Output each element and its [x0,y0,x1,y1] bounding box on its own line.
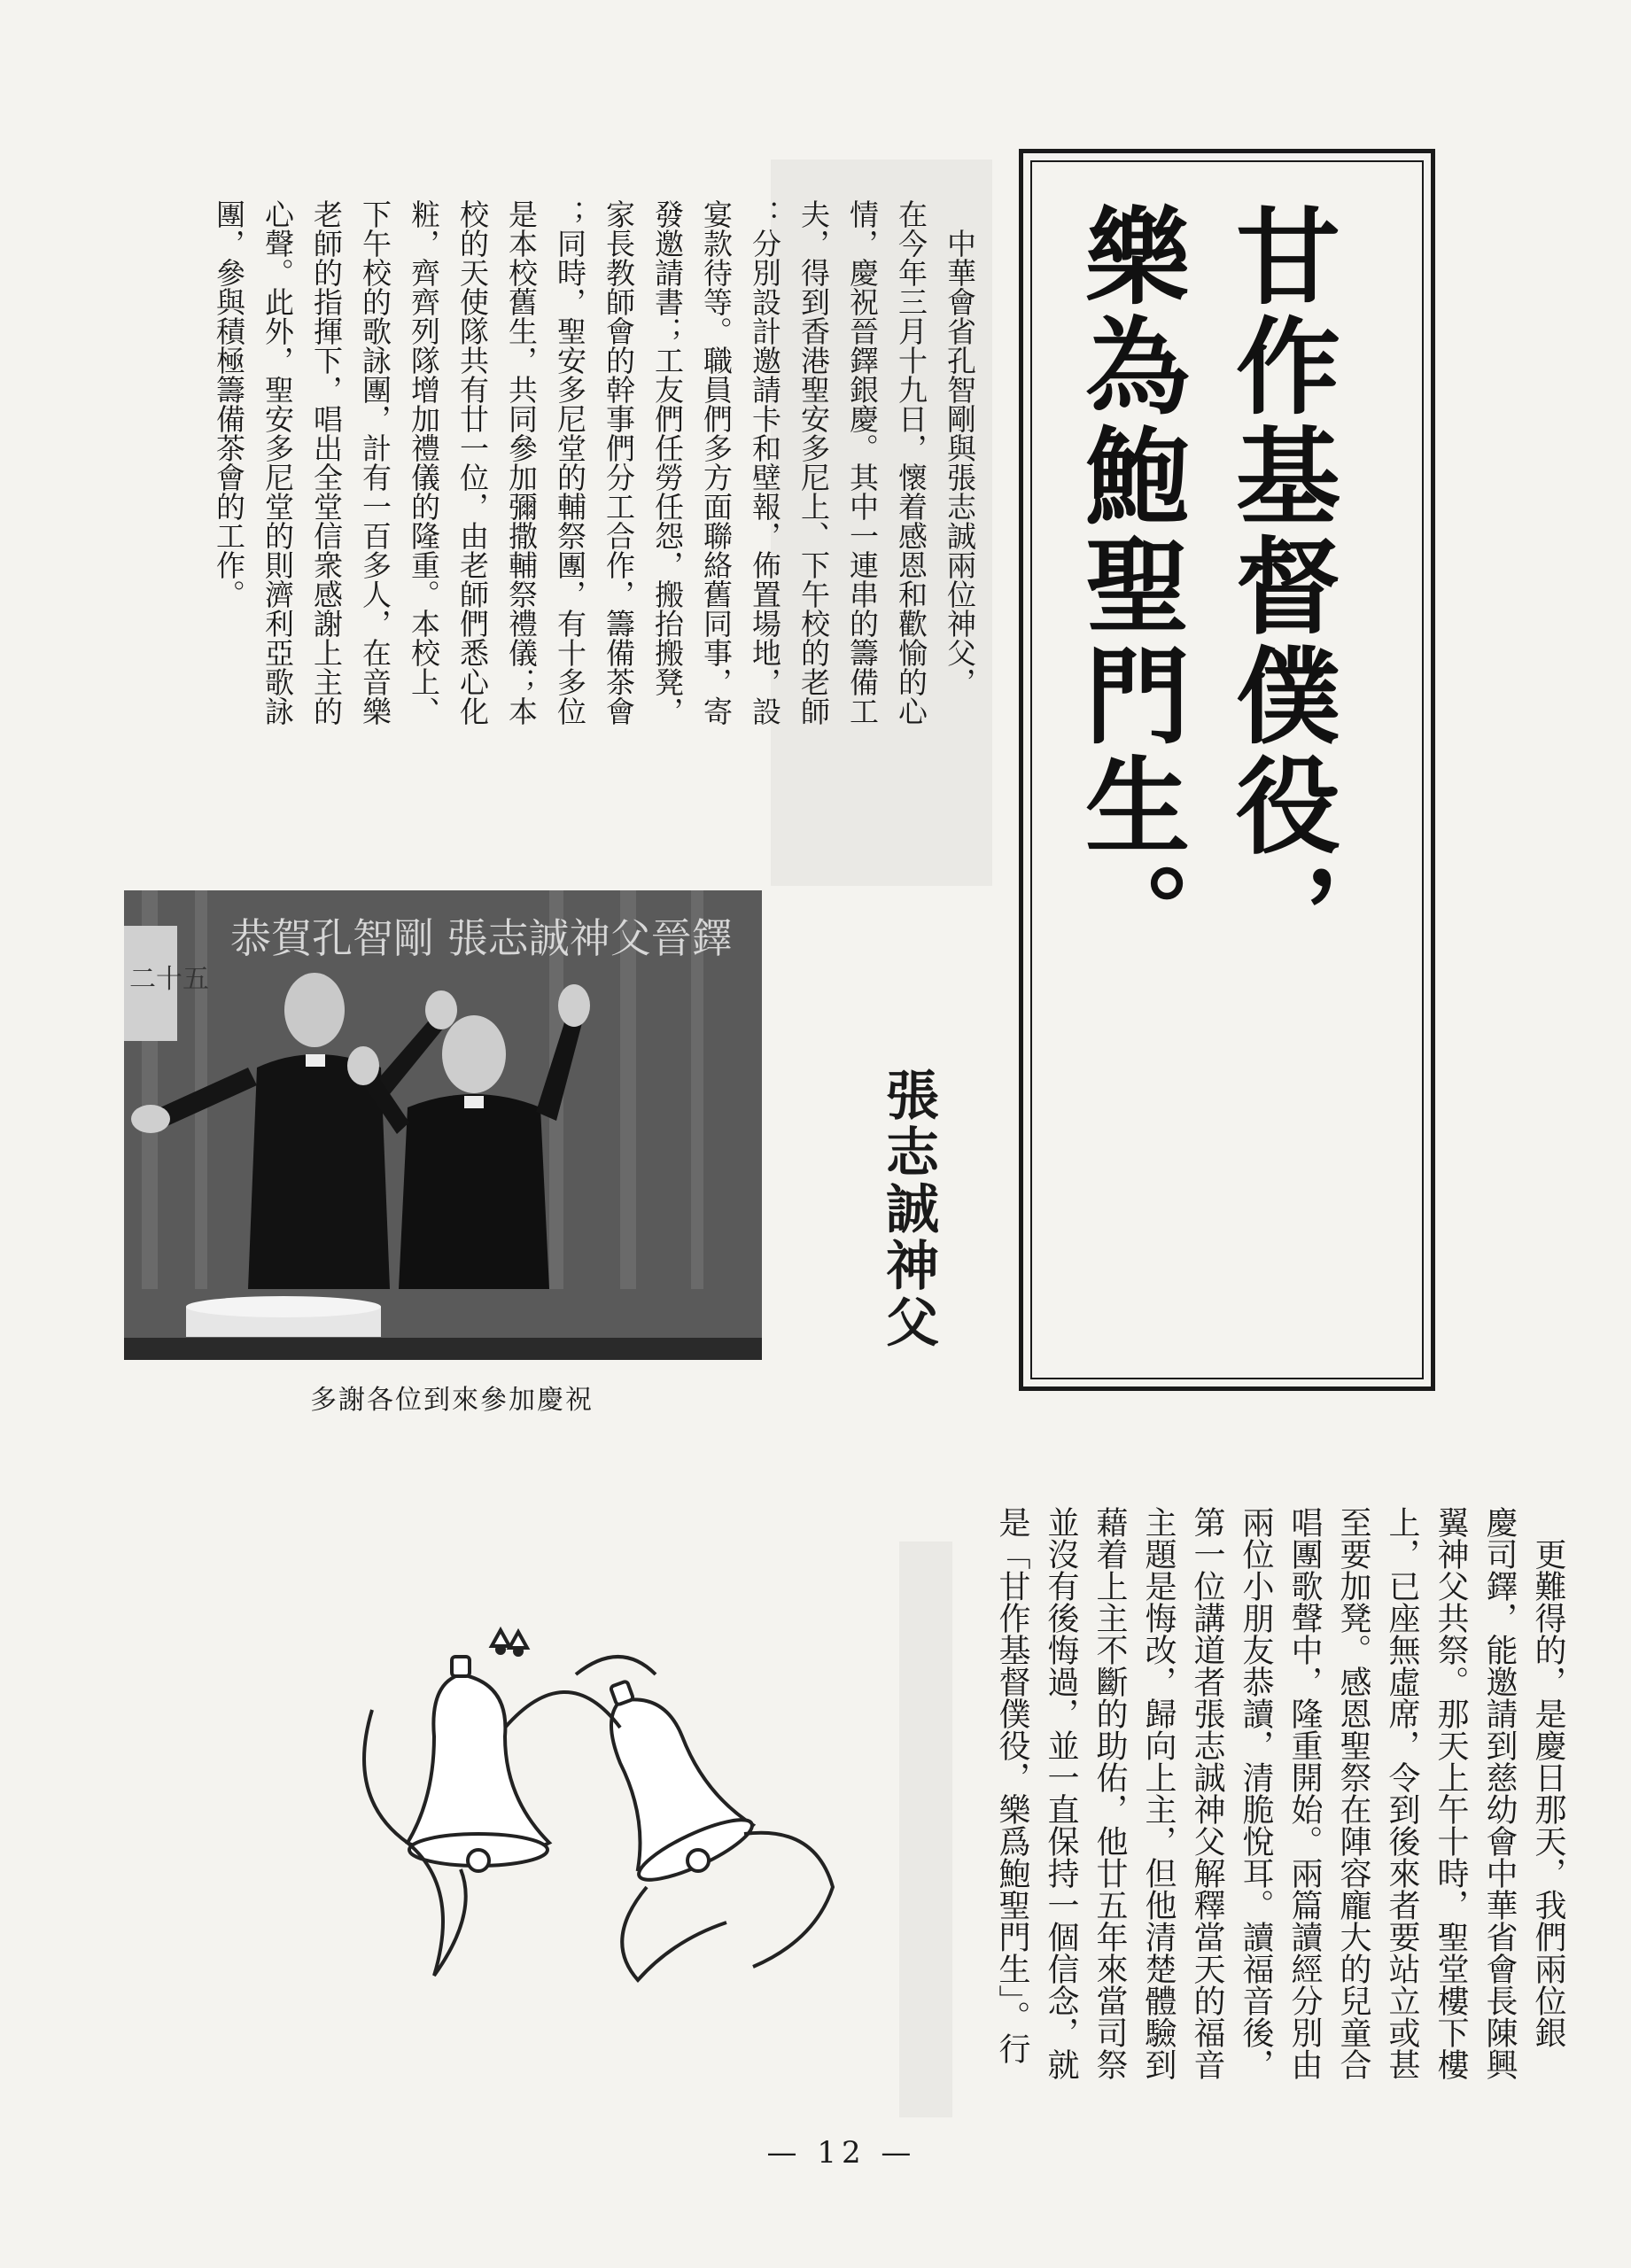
page-number: — 12 — [766,2135,917,2171]
left-article-column-4: 夫，得到香港聖安多尼上、下午校的老師 [796,199,831,726]
right-article-column-3: 翼神父共祭。那天上午十時，聖堂樓下樓 [1433,1506,1469,2080]
left-article-column-16: 團，參與積極籌備茶會的工作。 [212,199,246,609]
right-article-column-5: 至要加凳。感恩聖祭在陣容龐大的兒童合 [1335,1506,1371,2080]
right-article-column-10: 藉着上主不斷的助佑，他廿五年來當司祭 [1091,1506,1128,2080]
right-article-column-1: 更難得的，是慶日那天，我們兩位銀 [1530,1506,1566,2048]
headline-box [1019,149,1435,1391]
right-article-column-4: 上，已座無虛席，令到後來者要站立或甚 [1384,1506,1420,2080]
left-article-column-6: 宴款待等。職員們多方面聯絡舊同事，寄 [699,199,734,726]
left-article-column-14: 老師的指揮下，唱出全堂信衆感謝上主的 [309,199,344,726]
celebration-photo [124,890,762,1360]
left-article-column-5: ：分別設計邀請卡和壁報，佈置場地，設 [748,199,782,726]
left-article-column-1: 中華會省孔智剛與張志誠兩位神父， [943,199,977,696]
right-article-column-6: 唱團歌聲中，隆重開始。兩篇讀經分別由 [1286,1506,1323,2080]
left-article-column-15: 心聲。此外，聖安多尼堂的則濟利亞歌詠 [260,199,295,726]
left-article-column-10: 是本校舊生，共同參加彌撒輔祭禮儀；本 [504,199,539,726]
left-article-column-3: 情，慶祝晉鐸銀慶。其中一連串的籌備工 [845,199,880,726]
photo-caption: 多謝各位到來參加慶祝 [310,1385,594,1416]
left-article-column-7: 發邀請書；工友們任勞任怨，搬抬搬凳， [650,199,685,726]
left-article-column-11: 校的天使隊共有廿一位，由老師們悉心化 [455,199,490,726]
headline-line-2: 樂為鮑聖門生。 [1068,202,1190,971]
right-article-column-7: 兩位小朋友恭讀，清脆悅耳。讀福音後， [1238,1506,1274,2080]
left-article-column-12: 粧，齊齊列隊增加禮儀的隆重。本校上、 [407,199,441,726]
bells-illustration [354,1621,850,1984]
right-article-column-2: 慶司鐸，能邀請到慈幼會中華省會長陳興 [1481,1506,1518,2080]
left-article-column-13: 下午校的歌詠團，計有一百多人，在音樂 [358,199,392,726]
svg-text:恭賀孔智剛 張志誠神父晉鐸: 恭賀孔智剛 張志誠神父晉鐸 [230,914,733,962]
headline-line-1: 甘作基督僕役， [1218,202,1340,971]
right-article-column-8: 第一位講道者張志誠神父解釋當天的福音 [1189,1506,1225,2080]
right-article-column-9: 主題是悔改，歸向上主，但他清楚體驗到 [1140,1506,1177,2080]
right-article-column-11: 並沒有後悔過，並一直保持一個信念，就 [1043,1506,1079,2080]
left-article-column-9: ；同時，聖安多尼堂的輔祭團，有十多位 [553,199,587,726]
svg-text:二十五: 二十五 [129,964,209,995]
show-through-texture [899,1542,952,2117]
left-article-column-8: 家長教師會的幹事們分工合作，籌備茶會 [602,199,636,726]
left-article-column-2: 在今年三月十九日，懷着感恩和歡愉的心 [894,199,928,726]
author-byline: 張志誠神父 [877,1068,939,1351]
right-article-column-12: 是「甘作基督僕役，樂爲鮑聖門生」。行 [994,1506,1030,2064]
